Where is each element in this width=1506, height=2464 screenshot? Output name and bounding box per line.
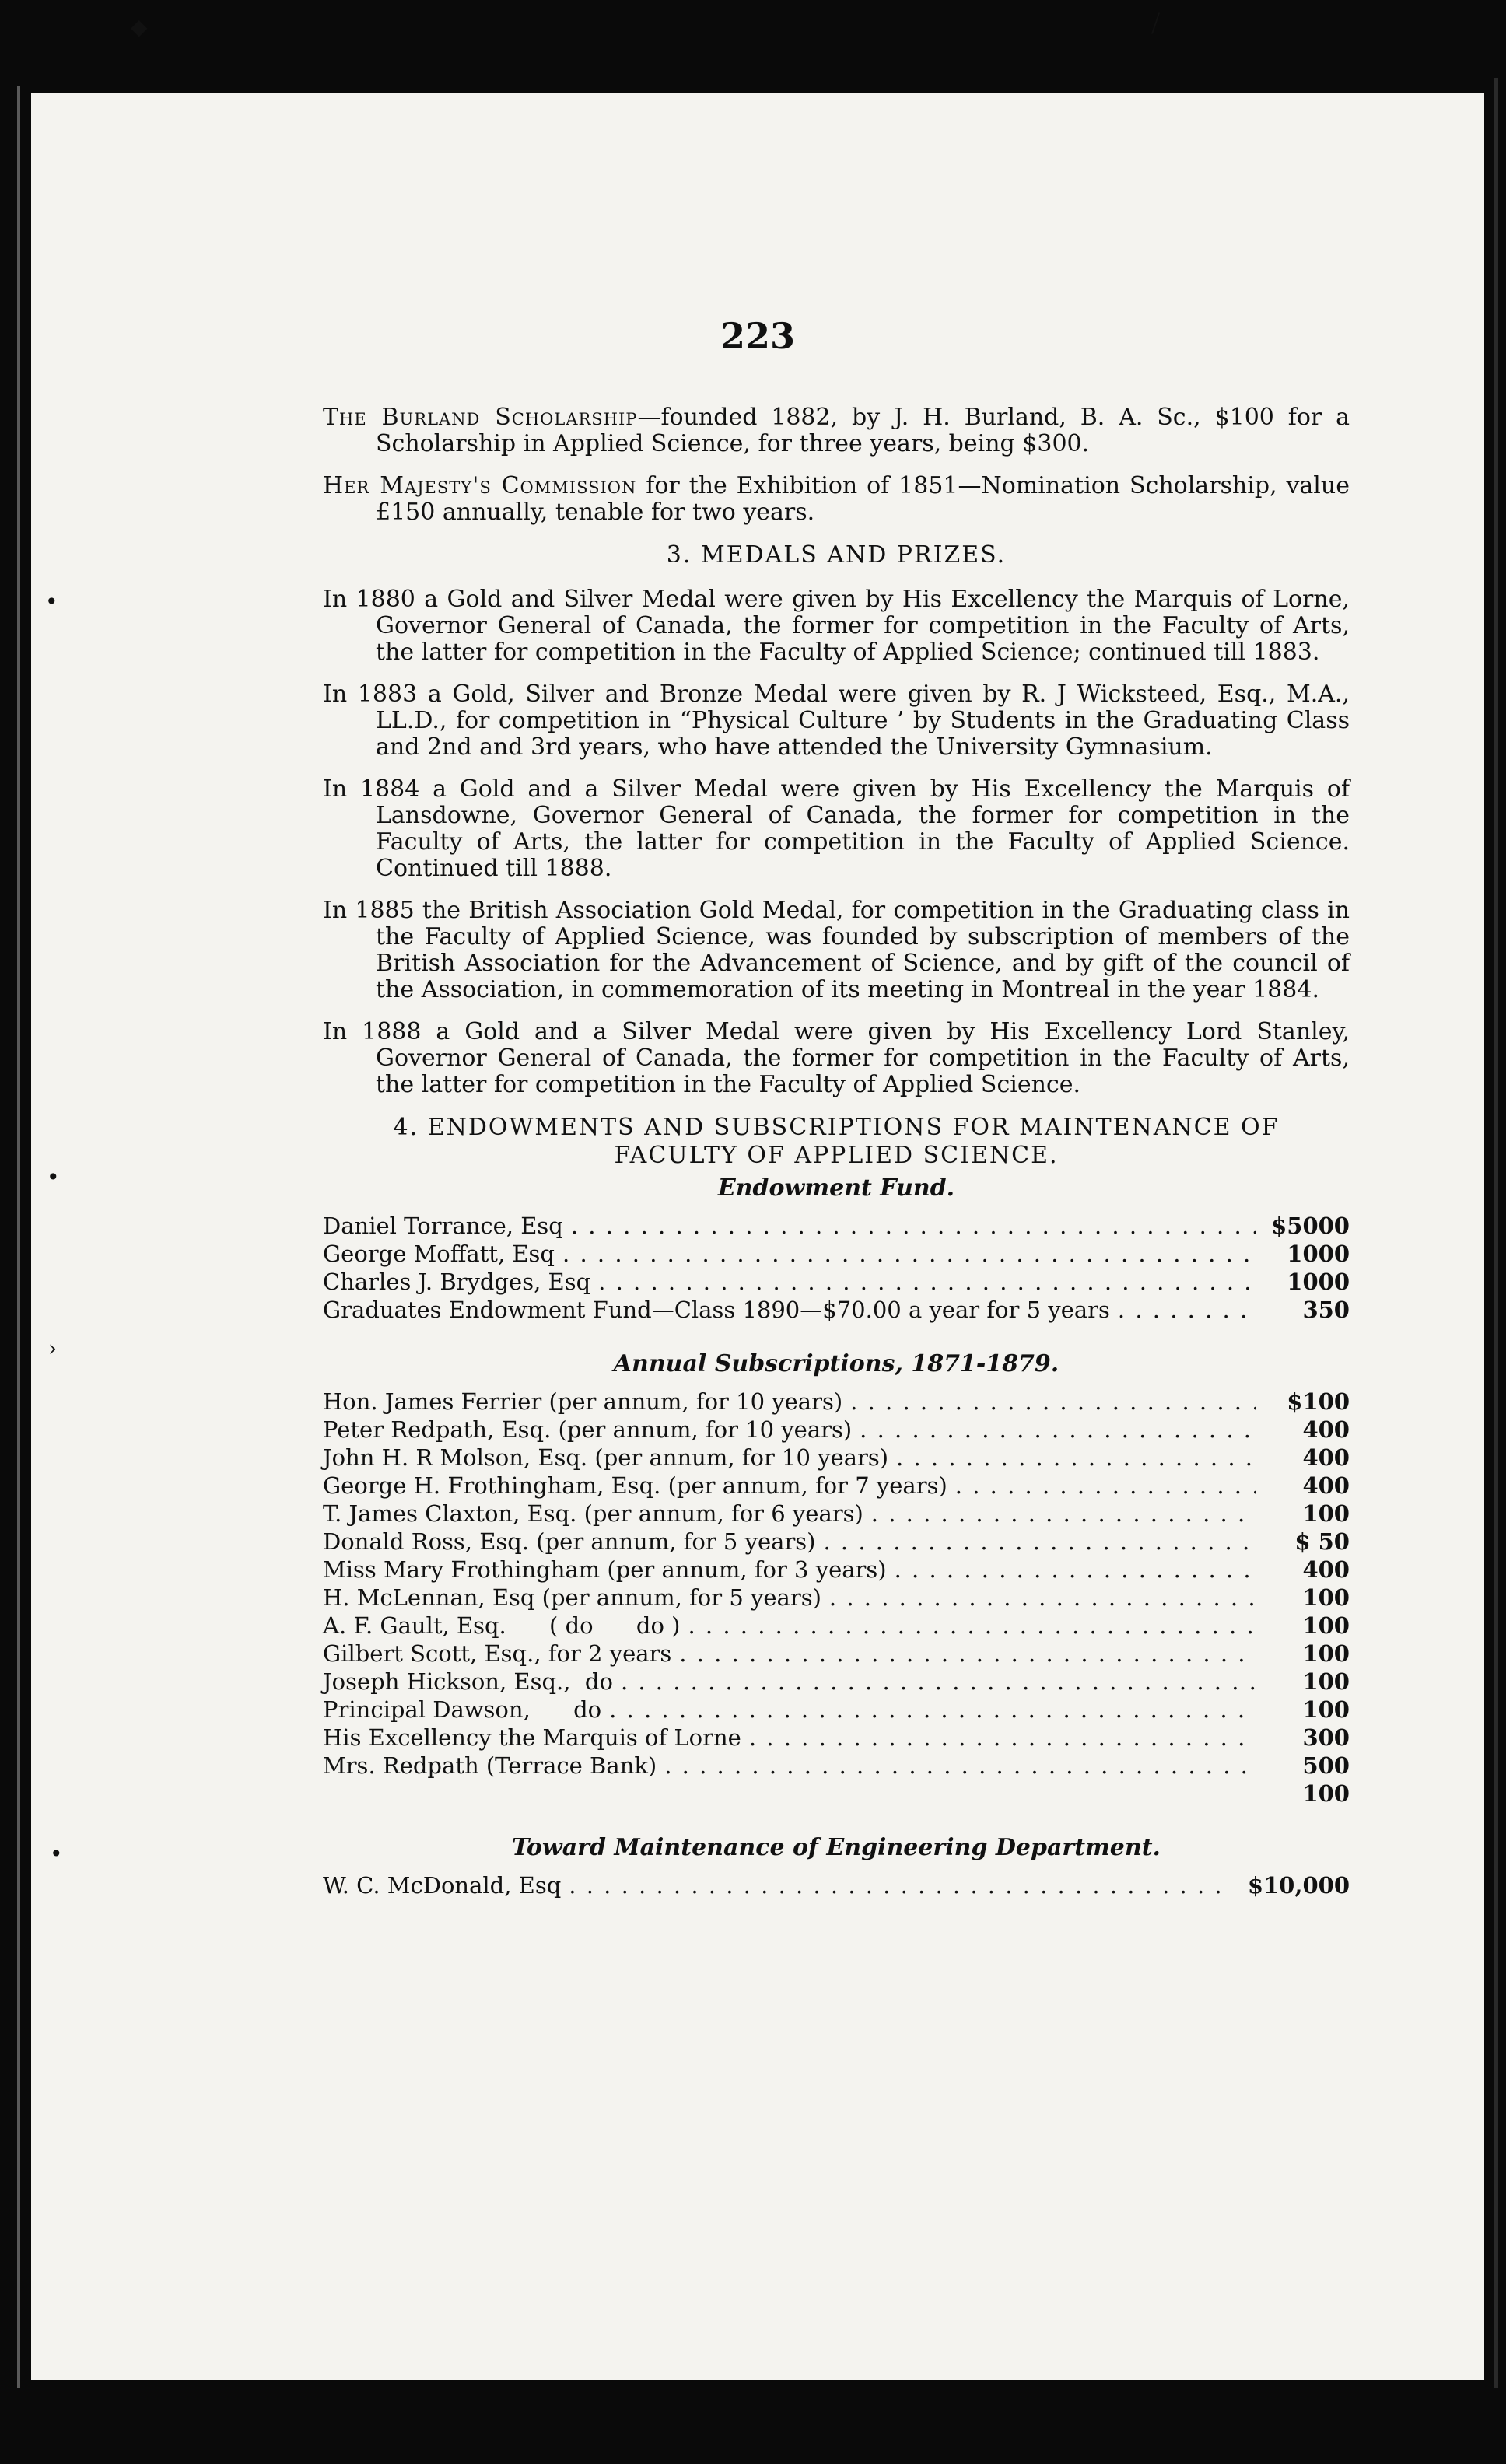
leader-dots	[955, 1472, 1256, 1500]
leader-dots	[562, 1240, 1256, 1268]
ledger-row	[323, 1584, 1350, 1612]
donation-amount: 100	[1302, 1780, 1350, 1807]
document-page	[31, 93, 1484, 2380]
ledger-row	[323, 1556, 1350, 1584]
donor-name: Donald Ross, Esq. (per annum, for 5 years)	[323, 1528, 816, 1555]
text-block	[323, 404, 1350, 1926]
leader-dots	[895, 1556, 1256, 1584]
leader-dots	[829, 1584, 1256, 1612]
leader-dots	[850, 1388, 1256, 1416]
ledger-row	[323, 1388, 1350, 1416]
ledger-row	[323, 1212, 1350, 1240]
page-edge	[1494, 78, 1498, 2388]
leader-dots	[824, 1528, 1257, 1556]
leader-dots	[749, 1724, 1256, 1752]
ledger-row	[323, 1668, 1350, 1696]
margin-dot: •	[45, 589, 58, 614]
donor-name: John H. R Molson, Esq. (per annum, for 10 years)	[323, 1444, 889, 1471]
medal-paragraph: In 1888 a Gold and a Silver Medal were given by His Excellency Lord Stanley, Governor General of Canada, the former for competition in the Faculty of Arts, the latter for competition in the Faculty of Applied Science.	[323, 1018, 1350, 1098]
ledger-row	[323, 1780, 1350, 1808]
donor-name: Mrs. Redpath (Terrace Bank)	[323, 1752, 657, 1779]
endowment-fund-title: Endowment Fund.	[717, 1174, 955, 1202]
donation-amount: $10,000	[1247, 1872, 1350, 1899]
section-heading-medals: 3. MEDALS AND PRIZES.	[666, 541, 1007, 569]
donor-name: Joseph Hickson, Esq., do	[323, 1668, 613, 1695]
ledger-row	[323, 1528, 1350, 1556]
ledger-row	[323, 1724, 1350, 1752]
scholarship-text: for the Exhibition of 1851—Nomination Scholarship, value £150 annually, tenable for two years.	[376, 472, 1350, 526]
donor-name: His Excellency the Marquis of Lorne	[323, 1724, 741, 1751]
ledger-row	[323, 1871, 1350, 1899]
ledger-row	[323, 1752, 1350, 1780]
donation-amount: 100	[1302, 1500, 1350, 1527]
donation-amount: 100	[1302, 1696, 1350, 1723]
donor-name: George H. Frothingham, Esq. (per annum, for 7 years)	[323, 1472, 947, 1499]
donor-name: Peter Redpath, Esq. (per annum, for 10 years)	[323, 1416, 853, 1443]
donor-name: Graduates Endowment Fund—Class 1890—$70.00 a year for 5 years	[323, 1297, 1110, 1323]
corner-mark: ◆	[131, 16, 148, 40]
ledger-row	[323, 1640, 1350, 1668]
scholarship-lead: The Burland Scholarship	[323, 404, 638, 431]
section-heading-endowments-sub: FACULTY OF APPLIED SCIENCE.	[614, 1142, 1059, 1169]
scholarship-lead: Her Majesty's Commission	[323, 472, 637, 499]
donation-amount: 400	[1302, 1444, 1350, 1471]
donation-amount: 100	[1302, 1612, 1350, 1639]
medal-paragraph: In 1885 the British Association Gold Medal, for competition in the Graduating class in the Faculty of Applied Science, was founded by subscription of members of the British Association for the Advancement of Science, and by gift of the council of the Association, in commemoration of its meeting in Montreal in the year 1884.	[323, 897, 1350, 1003]
donation-amount: 400	[1302, 1556, 1350, 1583]
pen-stroke-mark: /	[1151, 5, 1161, 40]
ledger-row	[323, 1696, 1350, 1724]
ledger-row	[323, 1612, 1350, 1640]
donor-name: H. McLennan, Esq (per annum, for 5 years)	[323, 1584, 821, 1611]
scholarship-paragraph	[323, 404, 1350, 457]
leader-dots	[621, 1668, 1256, 1696]
donation-amount: $5000	[1271, 1213, 1350, 1239]
section-heading-endowments: 4. ENDOWMENTS AND SUBSCRIPTIONS FOR MAINTENANCE OF	[393, 1114, 1280, 1141]
donation-amount: 400	[1302, 1472, 1350, 1499]
donor-name: Miss Mary Frothingham (per annum, for 3 years)	[323, 1556, 887, 1583]
ledger-row	[323, 1268, 1350, 1296]
donor-name: Principal Dawson, do	[323, 1696, 602, 1723]
ledger-row	[323, 1500, 1350, 1528]
page-number: 223	[720, 315, 796, 357]
medal-paragraph: In 1883 a Gold, Silver and Bronze Medal were given by R. J Wicksteed, Esq., M.A., LL.D., for competition in “Physical Culture ’ by Students in the Graduating Class and 2nd and 3rd years, who have attended the University Gymnasium.	[323, 681, 1350, 761]
scholarship-text: —founded 1882, by J. H. Burland, B. A. Sc., $100 for a Scholarship in Applied Science, for three years, being $300.	[376, 404, 1350, 457]
leader-dots	[860, 1416, 1256, 1444]
donor-name: Charles J. Brydges, Esq	[323, 1269, 591, 1295]
donation-amount: $100	[1287, 1388, 1350, 1415]
donation-amount: 1000	[1287, 1269, 1350, 1295]
donation-amount: 100	[1302, 1668, 1350, 1695]
leader-dots	[664, 1752, 1256, 1780]
ledger-row	[323, 1296, 1350, 1324]
donor-name: A. F. Gault, Esq. ( do do )	[323, 1612, 681, 1639]
donor-name: George Moffatt, Esq	[323, 1241, 555, 1267]
leader-dots	[896, 1444, 1256, 1472]
maintenance-title: Toward Maintenance of Engineering Department.	[512, 1834, 1161, 1861]
margin-dot: •	[50, 1841, 63, 1867]
leader-dots	[571, 1212, 1256, 1240]
donor-name: Daniel Torrance, Esq	[323, 1213, 563, 1239]
medal-paragraph: In 1884 a Gold and a Silver Medal were given by His Excellency the Marquis of Lansdowne, Governor General of Canada, the former for competition in the Faculty of Arts, the latter for competition in the Faculty of Applied Science. Continued till 1888.	[323, 775, 1350, 882]
medal-paragraph: In 1880 a Gold and Silver Medal were given by His Excellency the Marquis of Lorne, Governor General of Canada, the former for competition in the Faculty of Arts, the latter for competition in the Faculty of Applied Science; continued till 1883.	[323, 586, 1350, 666]
donation-amount: 1000	[1287, 1241, 1350, 1267]
ledger-row	[323, 1472, 1350, 1500]
leader-dots	[1118, 1296, 1256, 1324]
ledger-row	[323, 1240, 1350, 1268]
donation-amount: 500	[1302, 1752, 1350, 1779]
endowment-fund-list	[323, 1212, 1350, 1324]
leader-dots	[688, 1612, 1256, 1640]
donor-name: W. C. McDonald, Esq	[323, 1872, 562, 1899]
leader-dots	[609, 1696, 1256, 1724]
ledger-row	[323, 1444, 1350, 1472]
donation-amount: 400	[1302, 1416, 1350, 1443]
donation-amount: 300	[1302, 1724, 1350, 1751]
donation-amount: 100	[1302, 1584, 1350, 1611]
annual-subscriptions-title: Annual Subscriptions, 1871-1879.	[613, 1350, 1059, 1377]
margin-dot: ›	[48, 1335, 58, 1361]
ledger-row	[323, 1416, 1350, 1444]
donor-name: Gilbert Scott, Esq., for 2 years	[323, 1640, 672, 1667]
binding-edge	[17, 86, 20, 2388]
leader-dots	[679, 1640, 1256, 1668]
annual-subscriptions-list	[323, 1388, 1350, 1808]
donor-name: Hon. James Ferrier (per annum, for 10 years)	[323, 1388, 843, 1415]
donation-amount: 350	[1302, 1297, 1350, 1323]
donation-amount: $ 50	[1294, 1528, 1350, 1555]
leader-dots	[598, 1268, 1256, 1296]
donation-amount: 100	[1302, 1640, 1350, 1667]
maintenance-list	[323, 1871, 1350, 1899]
margin-dot: •	[47, 1164, 60, 1190]
scholarship-paragraph	[323, 473, 1350, 526]
leader-dots	[569, 1871, 1225, 1899]
leader-dots	[871, 1500, 1256, 1528]
donor-name: T. James Claxton, Esq. (per annum, for 6 years)	[323, 1500, 863, 1527]
